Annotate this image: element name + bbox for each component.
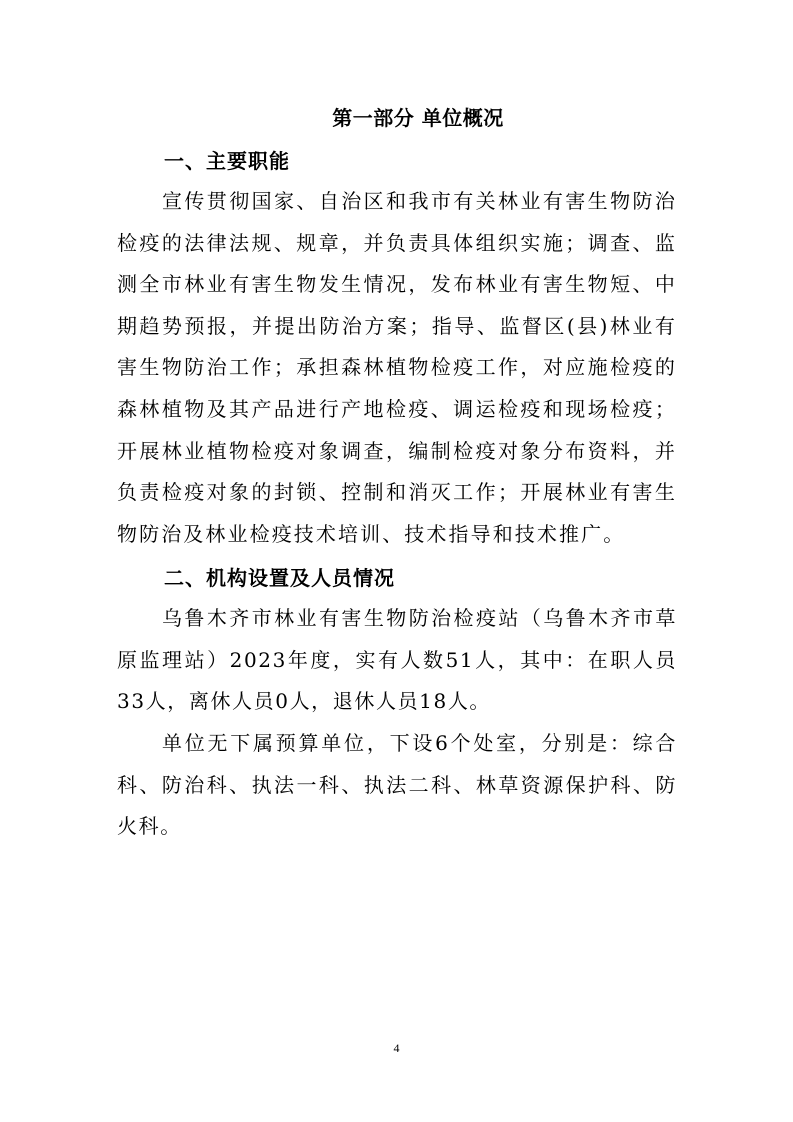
paragraph-staffing: 乌鲁木齐市林业有害生物防治检疫站（乌鲁木齐市草原监理站）2023年度，实有人数51人，其中：在职人员33人，离休人员0人，退休人员18人。	[117, 606, 677, 714]
page-title: 第一部分 单位概况	[332, 106, 504, 130]
paragraph-departments: 单位无下属预算单位，下设6个处室，分别是：综合科、防治科、执法一科、执法二科、林草资源保护科、防火科。	[117, 731, 677, 839]
paragraph-main-functions: 宣传贯彻国家、自治区和我市有关林业有害生物防治检疫的法律法规、规章，并负责具体组织实施；调查、监测全市林业有害生物发生情况，发布林业有害生物短、中期趋势预报，并提出防治方案；指导、监督区(县)林业有害生物防治工作；承担森林植物检疫工作，对应施检疫的森林植物及其产品进行产地检疫、调运检疫和现场检疫；开展林业植物检疫对象调查，编制检疫对象分布资料，并负责检疫对象的封锁、控制和消灭工作；开展林业有害生物防治及林业检疫技术培训、技术指导和技术推广。	[117, 189, 677, 546]
section-heading-organization: 二、机构设置及人员情况	[164, 566, 395, 590]
section-heading-main-functions: 一、主要职能	[164, 149, 290, 173]
page-number: 4	[393, 1041, 400, 1055]
